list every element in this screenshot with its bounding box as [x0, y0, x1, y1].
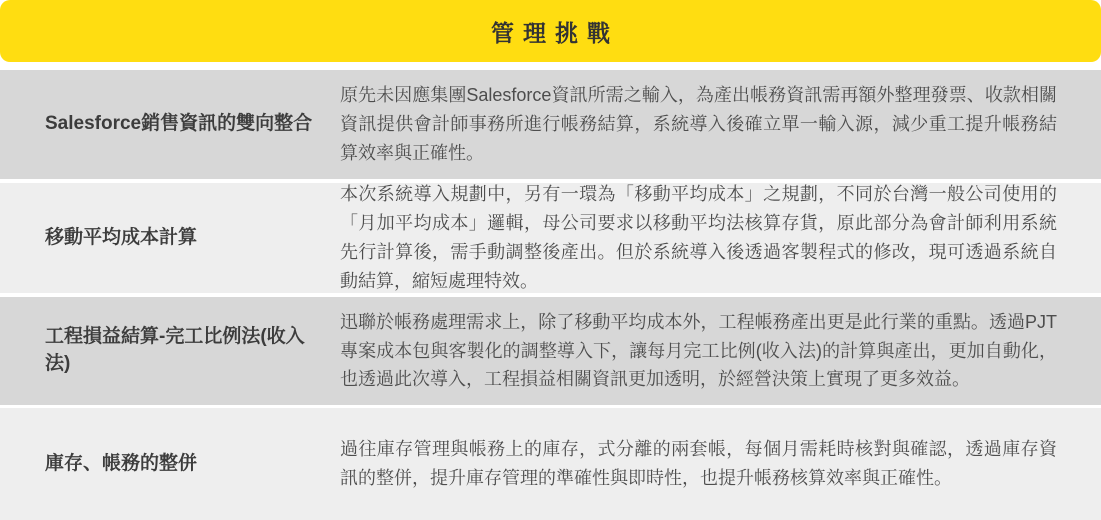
table-row: [0, 408, 1101, 520]
row-description: 本次系統導入規劃中，另有一環為「移動平均成本」之規劃，不同於台灣一般公司使用的「月加平均成本」邏輯，母公司要求以移動平均法核算存貨，原此部分為會計師利用系統先行計算後，需手動調整後產出。但於系統導入後透過客製程式的修改，現可透過系統自動結算，縮短處理特效。: [340, 184, 1057, 291]
page-title: 管理挑戰: [491, 19, 619, 46]
challenges-table: [0, 70, 1101, 520]
row-title: Salesforce銷售資訊的雙向整合: [45, 113, 313, 135]
row-title: 庫存、帳務的整併: [45, 452, 198, 474]
table-row: [0, 297, 1101, 405]
row-title: 移動平均成本計算: [45, 226, 198, 248]
table-row: [0, 183, 1101, 293]
row-description: 迅聯於帳務處理需求上，除了移動平均成本外，工程帳務產出更是此行業的重點。透過PJT專案成本包與客製化的調整導入下，讓每月完工比例(收入法)的計算與產出，更加自動化，也透過此次導入，工程損益相關資訊更加透明，於經營決策上實現了更多效益。: [340, 311, 1057, 390]
row-description: 過往庫存管理與帳務上的庫存，式分離的兩套帳，每個月需耗時核對與確認，透過庫存資訊的整併，提升庫存管理的準確性與即時性，也提升帳務核算效率與正確性。: [340, 439, 1057, 488]
header-banner: [0, 0, 1101, 62]
table-row: [0, 70, 1101, 179]
row-title: 工程損益結算-完工比例法(收入法): [45, 326, 305, 374]
row-description: 原先未因應集團Salesforce資訊所需之輸入，為產出帳務資訊需再額外整理發票、收款相關資訊提供會計師事務所進行帳務結算，系統導入後確立單一輸入源，減少重工提升帳務結算效率與正確性。: [340, 85, 1057, 163]
